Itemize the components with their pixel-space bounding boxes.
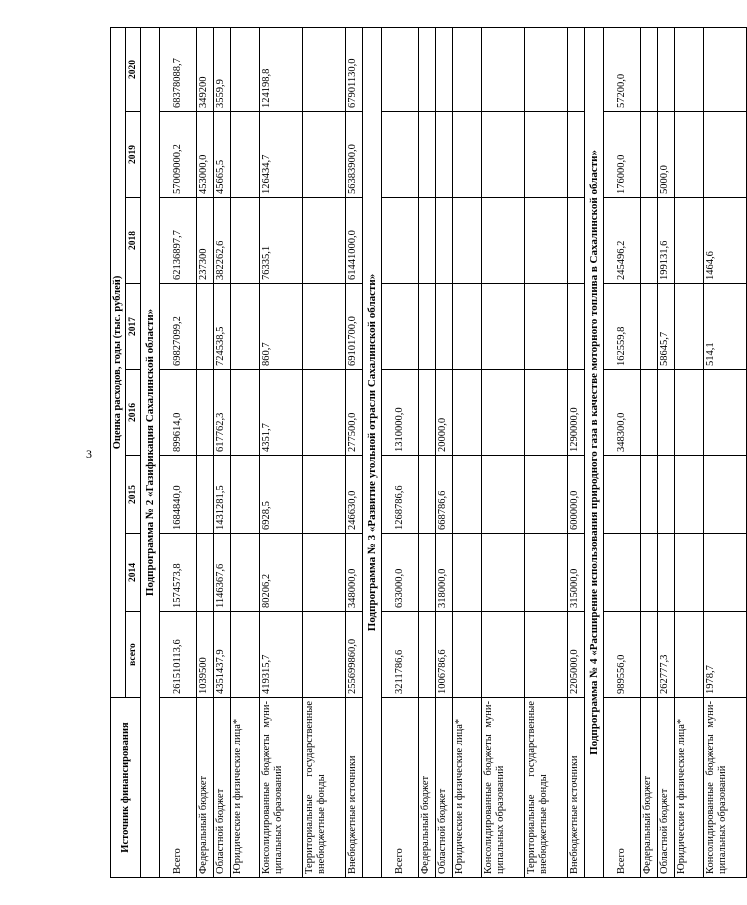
subprogram-title: Подпрограмма № 2 «Газификация Сахалинской области» [141,27,160,877]
value-cell [641,370,658,456]
value-cell [525,456,568,534]
value-cell [658,370,675,456]
subprogram-row [585,27,604,877]
table-row [214,27,231,877]
row-label-line: Всего [616,848,627,874]
row-label-line: внебюджетные фонды [538,774,549,874]
value-cell: 126434,7 [260,112,303,198]
value-cell [436,198,453,284]
row-label-line: Областной бюджет [437,788,448,874]
value-cell: 1310000,0 [382,370,419,456]
value-cell [525,612,568,698]
value-cell: 58645,7 [658,284,675,370]
value-cell: 62136897,7 [160,198,197,284]
value-cell [675,284,704,370]
value-cell [197,284,214,370]
value-cell: 633000,0 [382,534,419,612]
value-cell [704,370,747,456]
value-cell [568,198,585,284]
value-cell: 617762,3 [214,370,231,456]
source-column-header: Источник финансирования [111,698,141,878]
value-cell [436,27,453,111]
row-label [260,698,303,878]
value-cell: 61441000,0 [346,198,363,284]
value-cell [303,198,346,284]
value-cell [675,112,704,198]
value-cell [382,198,419,284]
value-cell [525,198,568,284]
row-label [525,698,568,878]
row-label [641,698,658,878]
value-cell [482,534,525,612]
value-cell [453,27,482,111]
value-cell: 57009000,2 [160,112,197,198]
table-row [260,27,303,877]
row-label-line: Консолидированные бюджеты муни- [483,701,494,874]
value-cell: 1464,6 [704,198,747,284]
value-cell [675,534,704,612]
value-cell: 80206,2 [260,534,303,612]
value-cell [453,370,482,456]
row-label-line: Консолидированные бюджеты муни- [705,701,716,874]
row-label [197,698,214,878]
row-label-line: Областной бюджет [659,788,670,874]
value-cell [419,27,436,111]
value-cell [675,612,704,698]
value-cell: 237300 [197,198,214,284]
value-cell [453,112,482,198]
value-cell: 56383900,0 [346,112,363,198]
value-cell: 989556,0 [604,612,641,698]
financing-table [110,27,747,878]
row-label-line: Федеральный бюджет [198,775,209,874]
value-cell: 199131,6 [658,198,675,284]
subprogram-title: Подпрограмма № 3 «Развитие угольной отрасли Сахалинской области» [363,27,382,877]
table-row [641,27,658,877]
value-cell [675,456,704,534]
value-cell: 1684840,0 [160,456,197,534]
row-label-line: Областной бюджет [215,788,226,874]
row-label [382,698,419,878]
row-label [675,698,704,878]
value-cell: 162559,8 [604,284,641,370]
row-label-line: Консолидированные бюджеты муни- [261,701,272,874]
value-cell: 262777,3 [658,612,675,698]
value-cell [231,198,260,284]
value-cell [525,534,568,612]
year-header: 2016 [126,370,141,456]
value-cell: 2205000,0 [568,612,585,698]
value-cell [641,534,658,612]
row-label-line: Юридические и физические лица* [232,718,243,874]
value-cell: 1574573,8 [160,534,197,612]
value-cell: 899614,0 [160,370,197,456]
value-cell: 348300,0 [604,370,641,456]
value-cell [482,456,525,534]
value-cell [604,534,641,612]
row-label [453,698,482,878]
value-cell [303,112,346,198]
value-cell [453,534,482,612]
value-cell [525,112,568,198]
value-cell [482,112,525,198]
table-row [568,27,585,877]
value-cell [641,612,658,698]
value-cell: 349200 [197,27,214,111]
table-row [419,27,436,877]
row-label-line: Юридические и физические лица* [676,718,687,874]
value-cell [231,456,260,534]
value-cell [382,112,419,198]
value-cell [453,456,482,534]
value-cell [436,112,453,198]
value-cell: 1290000,0 [568,370,585,456]
value-cell [303,284,346,370]
value-cell [604,456,641,534]
value-cell [197,456,214,534]
value-cell: 382262,6 [214,198,231,284]
table-header [111,27,141,877]
value-cell [675,27,704,111]
value-cell [303,612,346,698]
subprogram-row [363,27,382,877]
value-cell [525,370,568,456]
value-cell [568,284,585,370]
value-cell: 668786,6 [436,456,453,534]
value-cell [641,112,658,198]
value-cell [197,534,214,612]
year-header: 2019 [126,112,141,198]
value-cell: 1978,7 [704,612,747,698]
row-label [303,698,346,878]
year-header: всего [126,612,141,698]
value-cell: 255699860,0 [346,612,363,698]
subprogram-title: Подпрограмма № 4 «Расширение использования природного газа в качестве моторного топлива в Сахалинской области» [585,27,604,877]
row-label [704,698,747,878]
row-label-line: Внебюджетные источники [347,755,358,874]
value-cell: 57200,0 [604,27,641,111]
value-cell [482,27,525,111]
value-cell [658,27,675,111]
table-row [160,27,197,877]
value-cell: 68378088,7 [160,27,197,111]
value-cell: 724538,5 [214,284,231,370]
value-cell [658,456,675,534]
value-cell [303,27,346,111]
value-cell: 453000,0 [197,112,214,198]
row-label [604,698,641,878]
value-cell [303,534,346,612]
value-cell [675,198,704,284]
row-label-line: Всего [172,848,183,874]
value-cell [419,534,436,612]
row-label [482,698,525,878]
table-row [482,27,525,877]
value-cell [641,456,658,534]
value-cell [197,370,214,456]
subprogram-row [141,27,160,877]
value-cell [419,456,436,534]
year-header: 2020 [126,27,141,111]
row-label-line: Территориальные государственные [304,701,315,874]
value-cell [568,112,585,198]
value-cell [453,198,482,284]
value-cell [419,370,436,456]
row-label [568,698,585,878]
row-label [214,698,231,878]
value-cell [704,112,747,198]
value-cell [419,284,436,370]
table-row [346,27,363,877]
table-row [231,27,260,877]
estimate-header: Оценка расходов, годы (тыс. рублей) [111,27,126,697]
row-label [231,698,260,878]
value-cell [704,456,747,534]
table-row [604,27,641,877]
value-cell [382,284,419,370]
value-cell: 600000,0 [568,456,585,534]
row-label-line: Федеральный бюджет [642,775,653,874]
row-label [436,698,453,878]
value-cell: 277500,0 [346,370,363,456]
value-cell [641,198,658,284]
value-cell: 315000,0 [568,534,585,612]
value-cell: 1268786,6 [382,456,419,534]
row-label-line: Территориальные государственные [526,701,537,874]
value-cell: 5000,0 [658,112,675,198]
value-cell: 6928,5 [260,456,303,534]
row-label-line: Внебюджетные источники [569,755,580,874]
row-label-line: Юридические и физические лица* [454,718,465,874]
value-cell [482,284,525,370]
year-header: 2018 [126,198,141,284]
table-body [141,27,747,877]
row-label-line: ципальных образований [273,765,284,874]
value-cell [568,27,585,111]
value-cell [231,534,260,612]
row-label-line: Федеральный бюджет [420,775,431,874]
value-cell: 1146367,6 [214,534,231,612]
value-cell: 4351,7 [260,370,303,456]
row-label-line: ципальных образований [495,765,506,874]
value-cell: 1006786,6 [436,612,453,698]
value-cell [525,27,568,111]
table-row [197,27,214,877]
value-cell [453,612,482,698]
value-cell [525,284,568,370]
value-cell [419,198,436,284]
value-cell [231,27,260,111]
value-cell: 3559,9 [214,27,231,111]
rotated-page [110,28,728,878]
value-cell: 45665,5 [214,112,231,198]
value-cell [641,27,658,111]
value-cell: 261510113,6 [160,612,197,698]
value-cell: 245496,2 [604,198,641,284]
row-label [419,698,436,878]
row-label-line: ципальных образований [717,765,728,874]
value-cell [482,370,525,456]
value-cell [675,370,704,456]
table-row [382,27,419,877]
value-cell [303,456,346,534]
value-cell [231,112,260,198]
table-row [436,27,453,877]
year-header: 2017 [126,284,141,370]
value-cell [658,534,675,612]
row-label-line: Всего [394,848,405,874]
row-label [346,698,363,878]
value-cell: 69827099,2 [160,284,197,370]
value-cell [704,27,747,111]
value-cell: 3211786,6 [382,612,419,698]
value-cell: 318000,0 [436,534,453,612]
value-cell [231,370,260,456]
value-cell [453,284,482,370]
value-cell: 514,1 [704,284,747,370]
year-header: 2014 [126,534,141,612]
value-cell [419,612,436,698]
value-cell: 1039500 [197,612,214,698]
table-row [704,27,747,877]
table-row [453,27,482,877]
value-cell: 67901130,0 [346,27,363,111]
value-cell: 246630,0 [346,456,363,534]
year-header: 2015 [126,456,141,534]
value-cell [482,198,525,284]
value-cell: 124198,8 [260,27,303,111]
table-row [675,27,704,877]
value-cell: 76335,1 [260,198,303,284]
page-number: 3 [86,447,92,461]
value-cell [303,370,346,456]
value-cell: 176000,0 [604,112,641,198]
value-cell: 69101700,0 [346,284,363,370]
row-label-line: внебюджетные фонды [316,774,327,874]
value-cell [231,284,260,370]
value-cell [482,612,525,698]
row-label [658,698,675,878]
value-cell: 20000,0 [436,370,453,456]
value-cell: 419315,7 [260,612,303,698]
value-cell: 1431281,5 [214,456,231,534]
value-cell [641,284,658,370]
value-cell: 4351437,9 [214,612,231,698]
table-row [658,27,675,877]
value-cell: 348000,0 [346,534,363,612]
value-cell [436,284,453,370]
value-cell [382,27,419,111]
row-label [160,698,197,878]
value-cell [419,112,436,198]
value-cell: 860,7 [260,284,303,370]
value-cell [231,612,260,698]
table-row [525,27,568,877]
value-cell [704,534,747,612]
table-row [303,27,346,877]
